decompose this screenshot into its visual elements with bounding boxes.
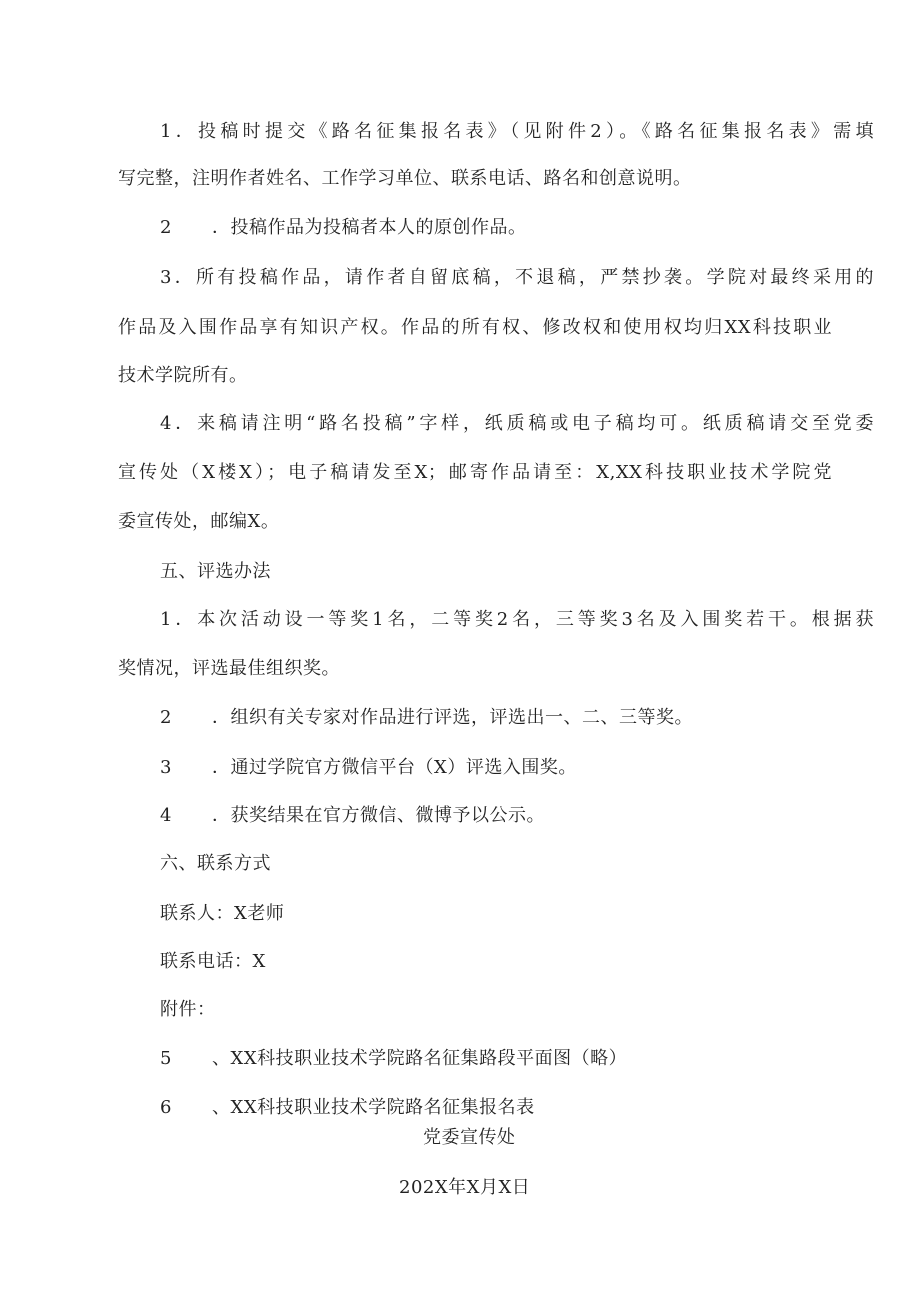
item-4-line-3: 委宣传处，邮编X。 — [118, 511, 280, 532]
attachments-label: 附件： — [160, 999, 216, 1020]
contact-person: 联系人：X老师 — [160, 903, 285, 924]
section-5-heading: 五、评选办法 — [160, 561, 271, 582]
award-item-2 — [160, 706, 693, 730]
signature-date: 202X年X月X日 — [399, 1177, 531, 1198]
award-item-4 — [160, 804, 545, 828]
item-2-number: 2 — [160, 217, 172, 238]
award-item-2-text: ．组织有关专家对作品进行评选，评选出一、二、三等奖。 — [212, 707, 693, 728]
attachment-6-text: 、XX科技职业技术学院路名征集报名表 — [212, 1097, 535, 1118]
award-item-1-line-1: 1．本次活动设一等奖1名，二等奖2名，三等奖3名及入围奖若干。根据获 — [160, 609, 874, 630]
award-item-4-text: ．获奖结果在官方微信、微博予以公示。 — [212, 805, 545, 826]
signature-department: 党委宣传处 — [423, 1127, 516, 1148]
award-item-4-number: 4 — [160, 805, 172, 826]
attachment-5 — [160, 1047, 627, 1071]
award-item-2-number: 2 — [160, 707, 172, 728]
award-item-3-number: 3 — [160, 757, 172, 778]
item-4-line-2: 宣传处（X楼X）；电子稿请发至X；邮寄作品请至：X,XX科技职业技术学院党 — [118, 462, 832, 483]
item-2-text: ．投稿作品为投稿者本人的原创作品。 — [212, 217, 527, 238]
attachment-5-text: 、XX科技职业技术学院路名征集路段平面图（略） — [212, 1048, 628, 1069]
award-item-3-text: ．通过学院官方微信平台（X）评选入围奖。 — [212, 757, 577, 778]
item-1-line-1: 1．投稿时提交《路名征集报名表》（见附件2）。《路名征集报名表》需填 — [160, 121, 874, 142]
contact-phone: 联系电话：X — [160, 951, 266, 972]
item-3-line-3: 技术学院所有。 — [118, 365, 248, 386]
item-2 — [160, 216, 527, 240]
section-6-heading: 六、联系方式 — [160, 853, 271, 874]
attachment-6 — [160, 1096, 535, 1120]
award-item-1-line-2: 奖情况，评选最佳组织奖。 — [118, 658, 340, 679]
item-1-line-2: 写完整，注明作者姓名、工作学习单位、联系电话、路名和创意说明。 — [118, 168, 692, 189]
item-3-line-2: 作品及入围作品享有知识产权。作品的所有权、修改权和使用权均归XX科技职业 — [118, 317, 832, 338]
item-4-line-1: 4．来稿请注明“路名投稿”字样，纸质稿或电子稿均可。纸质稿请交至党委 — [160, 413, 874, 434]
attachment-5-number: 5 — [160, 1048, 172, 1069]
award-item-3 — [160, 756, 577, 780]
item-3-line-1: 3．所有投稿作品，请作者自留底稿，不退稿，严禁抄袭。学院对最终采用的 — [160, 267, 874, 288]
attachment-6-number: 6 — [160, 1097, 172, 1118]
